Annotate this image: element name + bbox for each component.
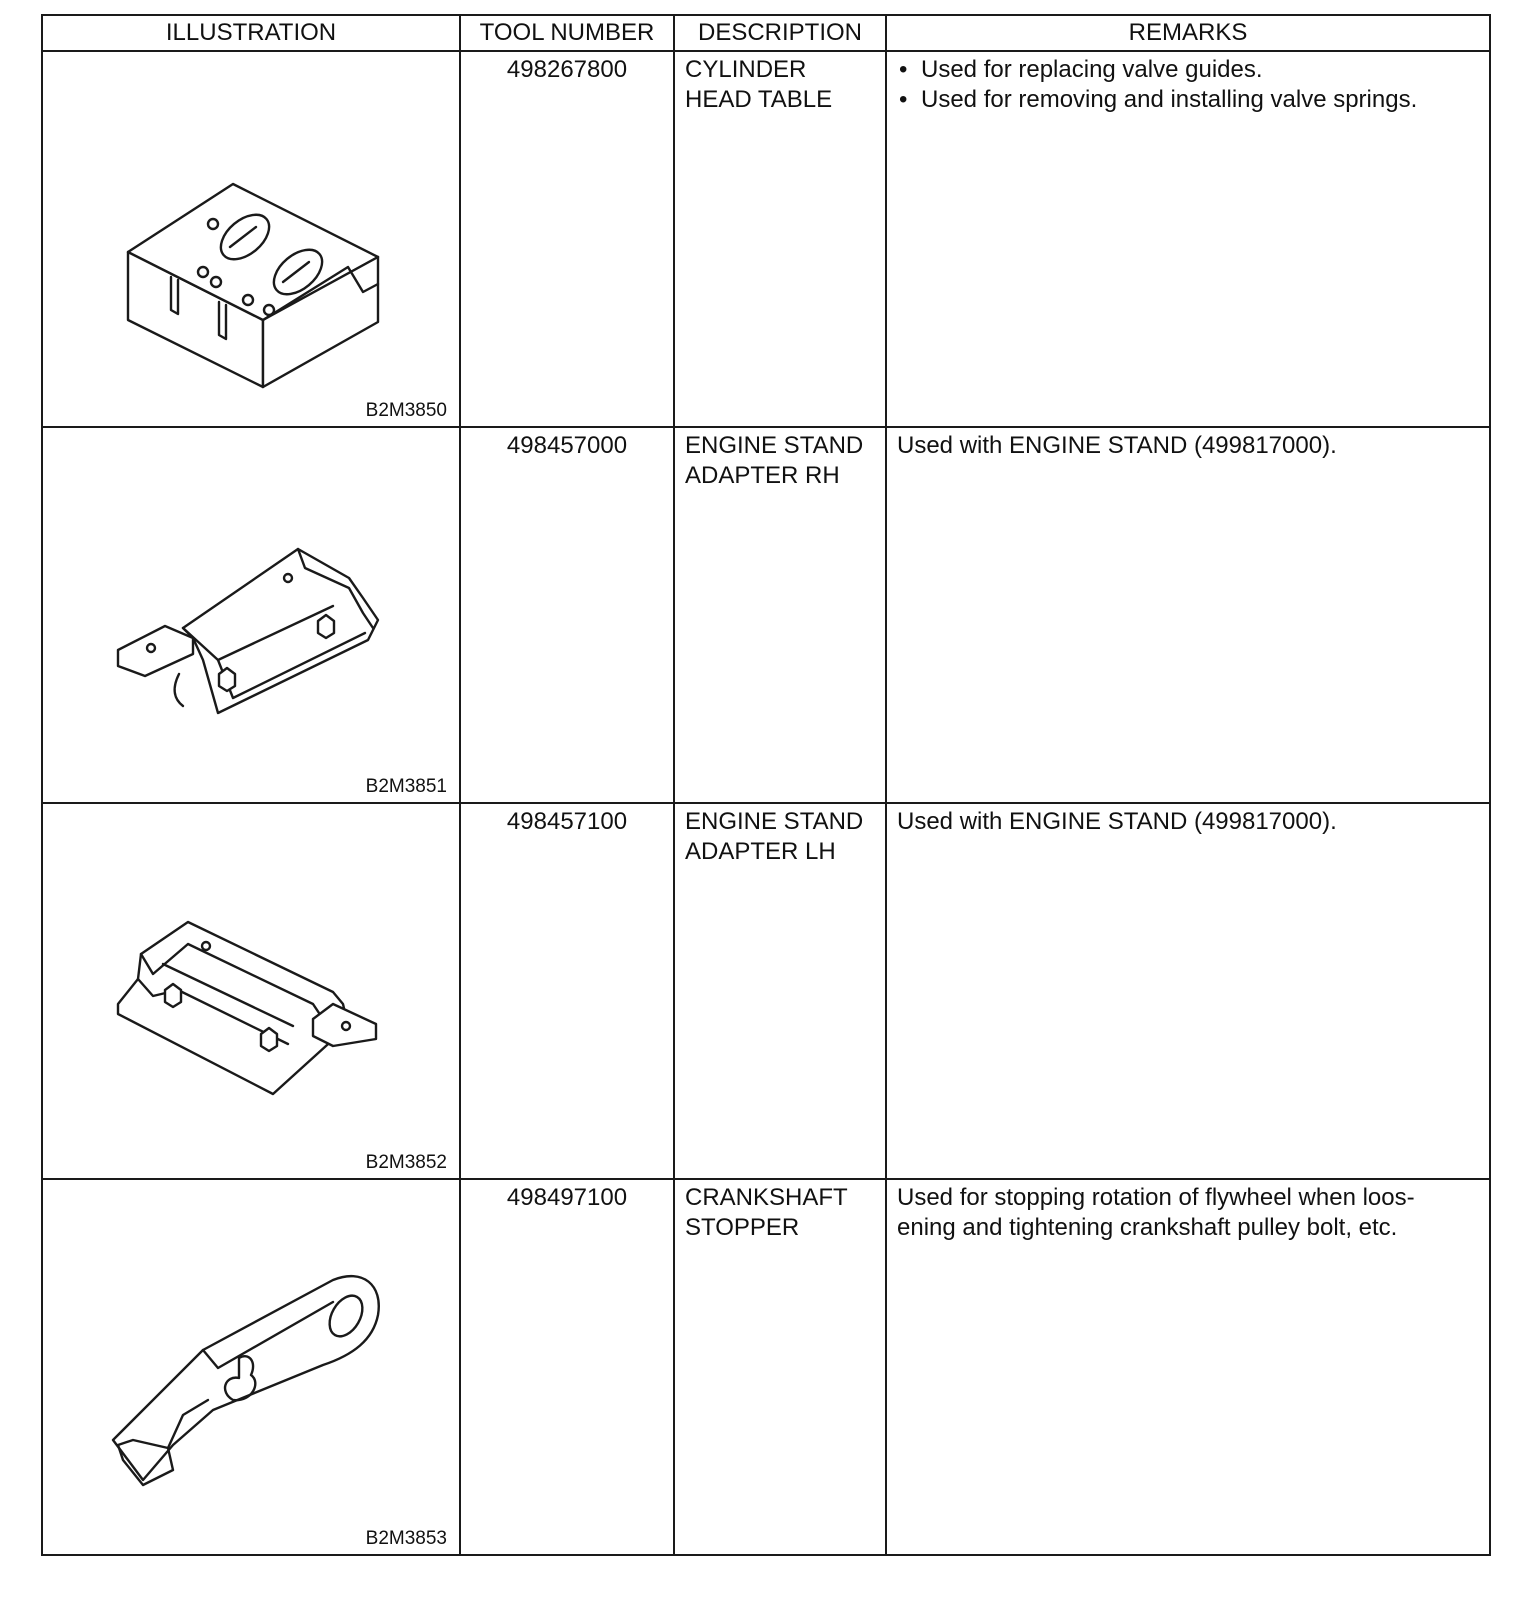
remark-item: ening and tightening crankshaft pulley bolt, etc. — [897, 1214, 1398, 1241]
engine-stand-adapter-lh-icon — [43, 804, 461, 1174]
tool-number: 498457000 — [460, 427, 674, 803]
description — [674, 51, 886, 427]
illustration-cell — [42, 51, 460, 427]
tool-number: 498267800 — [460, 51, 674, 427]
header-row — [42, 15, 1490, 51]
header-remarks: REMARKS — [886, 15, 1490, 51]
figure-id: B2M3852 — [365, 1152, 447, 1173]
remark-item: Used for stopping rotation of flywheel when loos- — [897, 1184, 1415, 1211]
remark-item: • Used for replacing valve guides. — [921, 55, 1479, 85]
description-line: STOPPER — [685, 1214, 800, 1241]
remarks-list — [897, 55, 1479, 115]
table-row — [42, 803, 1490, 1179]
table-row — [42, 1179, 1490, 1555]
remarks — [886, 427, 1490, 803]
description-line: HEAD TABLE — [685, 86, 833, 113]
header-description: DESCRIPTION — [674, 15, 886, 51]
remarks — [886, 803, 1490, 1179]
table-row — [42, 427, 1490, 803]
table-row — [42, 51, 1490, 427]
special-tools-table — [41, 14, 1491, 1556]
description-line: ADAPTER LH — [685, 838, 836, 865]
description-line: ADAPTER RH — [685, 462, 840, 489]
remark-item: • Used for removing and installing valve springs. — [921, 85, 1479, 115]
description-line: ENGINE STAND — [685, 808, 864, 835]
figure-id: B2M3851 — [365, 776, 447, 797]
crankshaft-stopper-icon — [43, 1180, 461, 1550]
tool-number: 498497100 — [460, 1179, 674, 1555]
header-illustration: ILLUSTRATION — [42, 15, 460, 51]
figure-id: B2M3850 — [365, 400, 447, 421]
description — [674, 427, 886, 803]
illustration-cell — [42, 1179, 460, 1555]
illustration-cell — [42, 427, 460, 803]
description-line: CYLINDER — [685, 56, 807, 83]
tool-number: 498457100 — [460, 803, 674, 1179]
remarks — [886, 51, 1490, 427]
remarks — [886, 1179, 1490, 1555]
description — [674, 803, 886, 1179]
remark-item: Used with ENGINE STAND (499817000). — [897, 432, 1337, 459]
figure-id: B2M3853 — [365, 1528, 447, 1549]
cylinder-head-table-icon — [43, 52, 461, 422]
remark-item: Used with ENGINE STAND (499817000). — [897, 808, 1337, 835]
description-line: ENGINE STAND — [685, 432, 864, 459]
description — [674, 1179, 886, 1555]
engine-stand-adapter-rh-icon — [43, 428, 461, 798]
header-tool-number: TOOL NUMBER — [460, 15, 674, 51]
illustration-cell — [42, 803, 460, 1179]
description-line: CRANKSHAFT — [685, 1184, 848, 1211]
